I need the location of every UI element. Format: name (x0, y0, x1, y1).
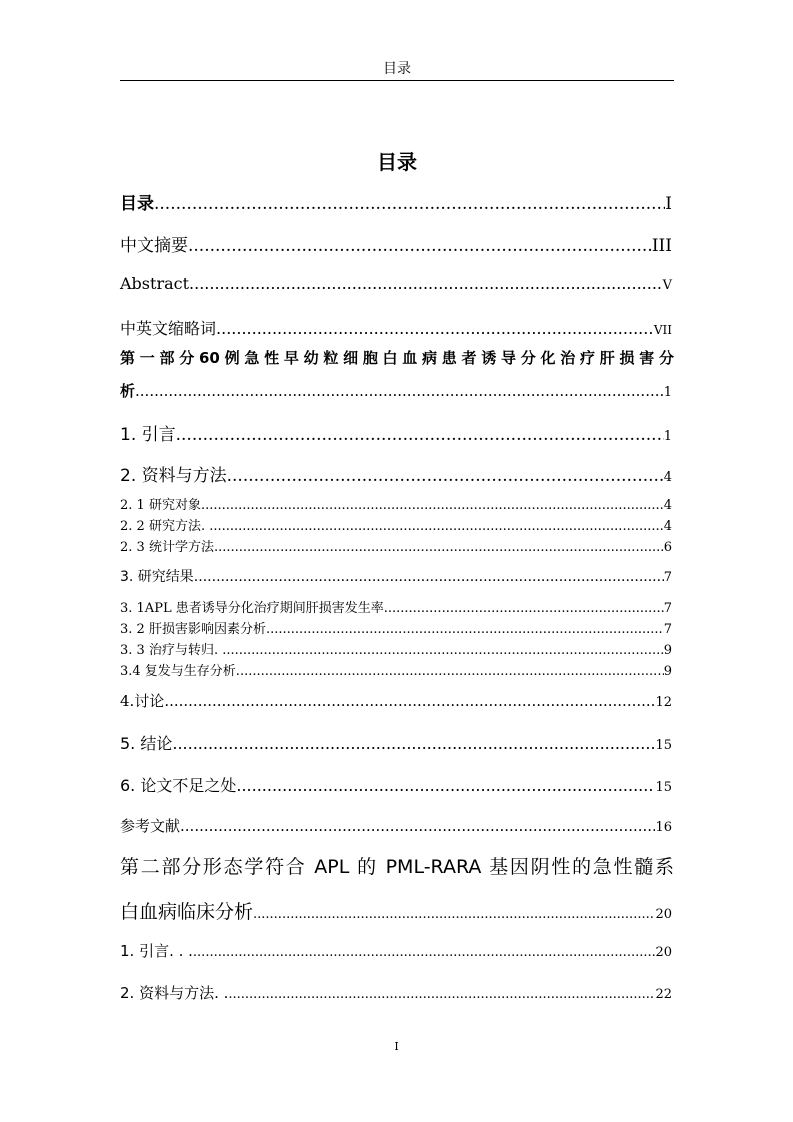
toc-entry-label: 中英文缩略词 (120, 319, 217, 338)
toc-entry-page: 7 (663, 570, 672, 585)
toc-entry[interactable] (120, 316, 672, 339)
page-number: I (394, 1040, 399, 1053)
toc-entry-page: 7 (663, 601, 672, 616)
toc-leader-dots (240, 664, 664, 679)
toc-entry-label: 参考文献. (120, 817, 185, 835)
toc-entry[interactable] (120, 982, 672, 1003)
toc-entry-page: 4 (663, 519, 672, 534)
toc-leader-dots (154, 194, 665, 214)
toc-entry[interactable] (120, 660, 672, 679)
toc-entry[interactable] (120, 420, 672, 445)
toc-entry-page: I (665, 194, 672, 214)
toc-entry-label: 1. 引言. (120, 425, 182, 445)
toc-entry-label: Abstract (120, 274, 190, 293)
toc-leader-dots (185, 817, 656, 835)
toc-entry-page: 6 (663, 540, 672, 555)
toc-entry[interactable] (120, 690, 672, 711)
toc-entry-page: 4 (663, 470, 672, 485)
toc-entry[interactable] (120, 536, 672, 555)
toc-entry[interactable] (120, 897, 672, 924)
toc-entry-label: 6. 论文不足之处. (120, 776, 242, 795)
toc-entry-page: 9 (663, 664, 672, 679)
toc-leader-dots (193, 945, 656, 960)
toc-entry-label: 3. 1APL 患者诱导分化治疗期间肝损害发生率. (120, 601, 388, 616)
toc-entry-page: 1 (663, 385, 672, 400)
toc-entry-page: 22 (655, 987, 672, 1002)
toc-leader-dots (270, 622, 664, 637)
running-header: 目录 (383, 61, 411, 77)
toc-entry-label: 析 (120, 382, 136, 400)
toc-leader-dots (218, 540, 664, 555)
toc-leader-dots (188, 236, 652, 256)
toc-entry-label: 白血病临床分析 (120, 901, 254, 923)
toc-entry-page: 20 (655, 907, 672, 922)
toc-entry[interactable] (120, 815, 672, 836)
toc-leader-dots (135, 382, 664, 400)
toc-entry-page: 9 (663, 643, 672, 658)
toc-leader-dots (253, 907, 655, 922)
toc-entry-label: 3. 研究结果. (120, 569, 199, 585)
toc-entry-page: 4 (663, 498, 672, 513)
toc-entry-page: 12 (655, 695, 672, 710)
toc-leader-dots (388, 601, 664, 616)
toc-entry-page: 15 (655, 738, 672, 753)
toc-entry-page: VII (653, 323, 672, 337)
toc-entry[interactable] (120, 639, 672, 658)
toc-entry[interactable] (120, 731, 672, 754)
toc-entry[interactable] (120, 494, 672, 513)
toc-entry-page: 7 (663, 622, 672, 637)
toc-entry-label: 2. 2 研究方法. . (120, 519, 214, 534)
toc-entry-part1-line1[interactable]: 第一部分60例急性早幼粒细胞白血病患者诱导分化治疗肝损害分 (120, 349, 674, 367)
toc-entry-page: 20 (655, 945, 672, 960)
toc-entry[interactable] (120, 515, 672, 534)
toc-leader-dots (181, 425, 664, 445)
toc-entry[interactable] (120, 940, 672, 961)
toc-entry-label: 3. 3 治疗与转归. . (120, 643, 227, 658)
toc-entry-label: 1. 引言. . . (120, 942, 193, 960)
toc-entry-label: 目录 (120, 194, 154, 214)
toc-leader-dots (226, 643, 663, 658)
toc-leader-dots (189, 274, 663, 293)
toc-entry-label: 2. 资料与方法. (120, 466, 233, 486)
toc-entry[interactable] (120, 274, 672, 293)
toc-entry-label: 2. 3 统计学方法. (120, 540, 219, 555)
toc-entry-label: 2. 1 研究对象 (120, 498, 201, 513)
toc-entry-page: 15 (655, 780, 672, 795)
toc-entry[interactable] (120, 618, 672, 637)
toc-entry[interactable] (120, 461, 672, 486)
toc-leader-dots (216, 319, 654, 338)
toc-entry-part2-line1[interactable]: 第二部分形态学符合 APL 的 PML-RARA 基因阴性的急性髓系 (120, 856, 674, 878)
toc-leader-dots (228, 987, 655, 1002)
toc-leader-dots (201, 498, 664, 513)
toc-entry[interactable] (120, 597, 672, 616)
toc-leader-dots (198, 569, 663, 585)
toc-entry[interactable] (120, 231, 672, 256)
toc-entry-label: 中文摘要 (120, 236, 188, 256)
toc-entry-label: 2. 资料与方法. . (120, 984, 229, 1002)
toc-entry-page: III (651, 236, 672, 256)
header-rule (120, 80, 674, 81)
toc-entry[interactable] (120, 773, 672, 796)
toc-leader-dots (232, 466, 664, 486)
toc-entry[interactable] (120, 189, 672, 214)
toc-entry[interactable] (120, 380, 672, 401)
toc-entry-label: 5. 结论 (120, 734, 173, 753)
toc-entry-page: 16 (655, 820, 672, 835)
toc-entry-page: 1 (663, 429, 672, 444)
toc-leader-dots (164, 692, 655, 710)
toc-entry-label: 3. 2 肝损害影响因素分析. (120, 622, 271, 637)
toc-entry-page: V (662, 278, 672, 293)
toc-entry-label: 4.讨论 (120, 692, 165, 710)
toc-entry[interactable] (120, 566, 672, 586)
toc-leader-dots (241, 776, 655, 795)
toc-leader-dots (172, 734, 655, 753)
toc-leader-dots (213, 519, 663, 534)
toc-title: 目录 (377, 150, 417, 174)
toc-entry-label: 3.4 复发与生存分析. (120, 664, 240, 679)
